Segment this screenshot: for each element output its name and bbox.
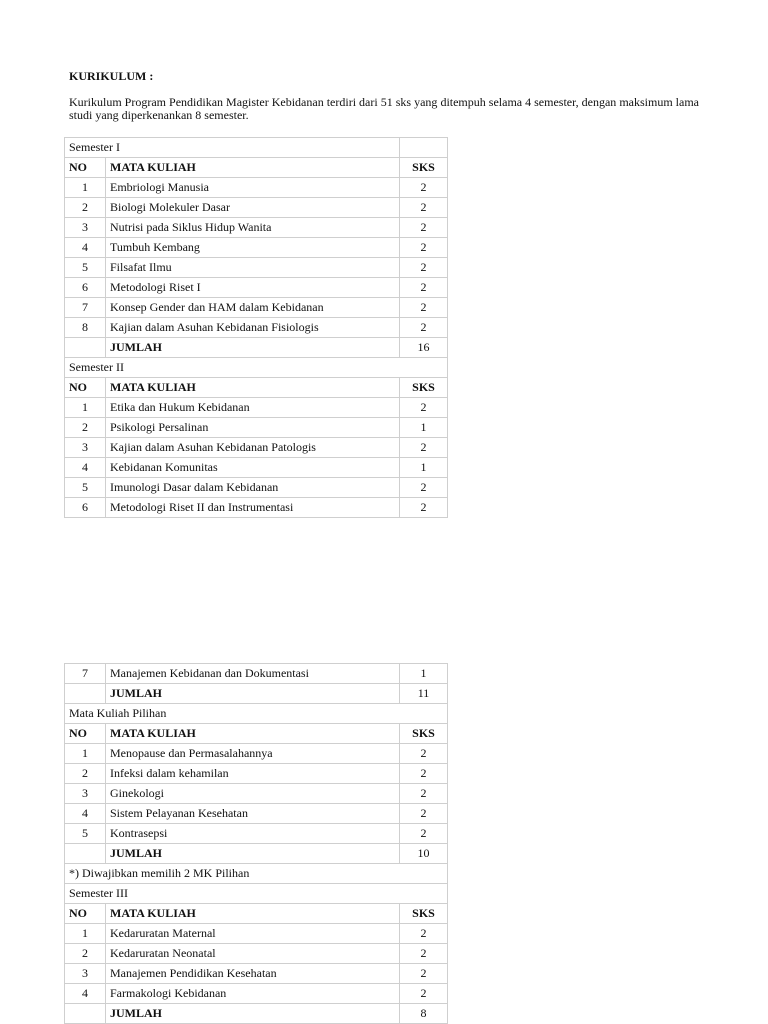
semester3-total-row (65, 1004, 448, 1024)
pilihan-total-row (65, 844, 448, 864)
semester1-total-row (65, 338, 448, 358)
header-sks: SKS (400, 158, 448, 178)
course-sks: 2 (400, 498, 448, 518)
table-row (65, 458, 448, 478)
empty-cell (65, 684, 106, 704)
semester2-total-row (65, 684, 448, 704)
row-no: 3 (65, 964, 106, 984)
course-name: Kajian dalam Asuhan Kebidanan Patologis (106, 438, 400, 458)
semester3-title: Semester III (65, 884, 448, 904)
course-sks: 2 (400, 824, 448, 844)
semester1-title: Semester I (65, 138, 400, 158)
empty-cell (65, 1004, 106, 1024)
table-row (65, 924, 448, 944)
row-no: 1 (65, 178, 106, 198)
semester3-total: 8 (400, 1004, 448, 1024)
course-sks: 2 (400, 298, 448, 318)
course-sks: 1 (400, 664, 448, 684)
table-row (65, 764, 448, 784)
course-name: Infeksi dalam kehamilan (106, 764, 400, 784)
course-name: Ginekologi (106, 784, 400, 804)
row-no: 6 (65, 278, 106, 298)
course-sks: 2 (400, 258, 448, 278)
pilihan-title: Mata Kuliah Pilihan (65, 704, 448, 724)
course-sks: 1 (400, 458, 448, 478)
row-no: 4 (65, 238, 106, 258)
course-sks: 2 (400, 924, 448, 944)
header-sks: SKS (400, 378, 448, 398)
empty-cell (400, 138, 448, 158)
course-name: Sistem Pelayanan Kesehatan (106, 804, 400, 824)
course-sks: 2 (400, 784, 448, 804)
course-sks: 2 (400, 178, 448, 198)
row-no: 7 (65, 664, 106, 684)
table-row (65, 804, 448, 824)
table-row (65, 784, 448, 804)
course-name: Psikologi Persalinan (106, 418, 400, 438)
row-no: 7 (65, 298, 106, 318)
course-sks: 2 (400, 764, 448, 784)
course-name: Metodologi Riset I (106, 278, 400, 298)
header-sks: SKS (400, 904, 448, 924)
table-row (65, 984, 448, 1004)
course-name: Kajian dalam Asuhan Kebidanan Fisiologis (106, 318, 400, 338)
course-sks: 2 (400, 944, 448, 964)
course-sks: 2 (400, 398, 448, 418)
row-no: 3 (65, 218, 106, 238)
row-no: 5 (65, 478, 106, 498)
course-sks: 2 (400, 478, 448, 498)
table-row (65, 824, 448, 844)
course-sks: 1 (400, 418, 448, 438)
header-no: NO (65, 158, 106, 178)
course-name: Kedaruratan Neonatal (106, 944, 400, 964)
course-sks: 2 (400, 238, 448, 258)
semester1-title-row (65, 138, 448, 158)
semester2-title: Semester II (65, 358, 448, 378)
table-row (65, 418, 448, 438)
jumlah-label: JUMLAH (106, 1004, 400, 1024)
course-sks: 2 (400, 198, 448, 218)
table-row (65, 298, 448, 318)
row-no: 2 (65, 418, 106, 438)
course-name: Embriologi Manusia (106, 178, 400, 198)
table-row (65, 744, 448, 764)
course-name: Manajemen Kebidanan dan Dokumentasi (106, 664, 400, 684)
pilihan-header-row (65, 724, 448, 744)
table-row (65, 178, 448, 198)
jumlah-label: JUMLAH (106, 338, 400, 358)
table-row (65, 238, 448, 258)
row-no: 2 (65, 944, 106, 964)
table-row (65, 478, 448, 498)
table-row (65, 258, 448, 278)
semester2-header-row (65, 378, 448, 398)
table-row (65, 318, 448, 338)
row-no: 4 (65, 458, 106, 478)
semester3-title-row (65, 884, 448, 904)
table-row (65, 964, 448, 984)
row-no: 2 (65, 198, 106, 218)
course-sks: 2 (400, 278, 448, 298)
course-name: Kedaruratan Maternal (106, 924, 400, 944)
course-sks: 2 (400, 744, 448, 764)
row-no: 3 (65, 784, 106, 804)
pilihan-total: 10 (400, 844, 448, 864)
course-name: Filsafat Ilmu (106, 258, 400, 278)
course-name: Farmakologi Kebidanan (106, 984, 400, 1004)
table-row (65, 944, 448, 964)
table-row (65, 664, 448, 684)
course-sks: 2 (400, 804, 448, 824)
row-no: 4 (65, 984, 106, 1004)
course-sks: 2 (400, 438, 448, 458)
empty-cell (65, 844, 106, 864)
course-name: Konsep Gender dan HAM dalam Kebidanan (106, 298, 400, 318)
table-row (65, 398, 448, 418)
course-sks: 2 (400, 218, 448, 238)
course-name: Kebidanan Komunitas (106, 458, 400, 478)
header-no: NO (65, 724, 106, 744)
empty-cell (65, 338, 106, 358)
row-no: 8 (65, 318, 106, 338)
header-mata-kuliah: MATA KULIAH (106, 724, 400, 744)
course-name: Nutrisi pada Siklus Hidup Wanita (106, 218, 400, 238)
row-no: 3 (65, 438, 106, 458)
semester2-total: 11 (400, 684, 448, 704)
jumlah-label: JUMLAH (106, 844, 400, 864)
row-no: 1 (65, 398, 106, 418)
course-sks: 2 (400, 964, 448, 984)
semester1-header-row (65, 158, 448, 178)
course-name: Kontrasepsi (106, 824, 400, 844)
course-name: Biologi Molekuler Dasar (106, 198, 400, 218)
row-no: 6 (65, 498, 106, 518)
course-name: Menopause dan Permasalahannya (106, 744, 400, 764)
jumlah-label: JUMLAH (106, 684, 400, 704)
header-sks: SKS (400, 724, 448, 744)
course-name: Manajemen Pendidikan Kesehatan (106, 964, 400, 984)
header-no: NO (65, 378, 106, 398)
table-row (65, 198, 448, 218)
pilihan-note-row (65, 864, 448, 884)
course-name: Etika dan Hukum Kebidanan (106, 398, 400, 418)
course-sks: 2 (400, 318, 448, 338)
row-no: 1 (65, 744, 106, 764)
table-row (65, 278, 448, 298)
header-mata-kuliah: MATA KULIAH (106, 378, 400, 398)
semester2-title-row (65, 358, 448, 378)
intro-paragraph: Kurikulum Program Pendidikan Magister Kebidanan terdiri dari 51 sks yang ditempuh selama 4 semester, dengan maksimum lama studi yang diperkenankan 8 semester. (69, 95, 699, 122)
table-row (65, 218, 448, 238)
semester1-total: 16 (400, 338, 448, 358)
row-no: 5 (65, 824, 106, 844)
row-no: 1 (65, 924, 106, 944)
course-name: Tumbuh Kembang (106, 238, 400, 258)
pilihan-title-row (65, 704, 448, 724)
header-mata-kuliah: MATA KULIAH (106, 158, 400, 178)
header-mata-kuliah: MATA KULIAH (106, 904, 400, 924)
course-sks: 2 (400, 984, 448, 1004)
course-name: Metodologi Riset II dan Instrumentasi (106, 498, 400, 518)
section-heading: KURIKULUM : (69, 69, 154, 83)
table-row (65, 438, 448, 458)
row-no: 4 (65, 804, 106, 824)
curriculum-table-part1 (64, 137, 448, 518)
row-no: 2 (65, 764, 106, 784)
curriculum-table-part2 (64, 663, 448, 1024)
pilihan-note: *) Diwajibkan memilih 2 MK Pilihan (65, 864, 448, 884)
semester3-header-row (65, 904, 448, 924)
header-no: NO (65, 904, 106, 924)
table-row (65, 498, 448, 518)
course-name: Imunologi Dasar dalam Kebidanan (106, 478, 400, 498)
row-no: 5 (65, 258, 106, 278)
